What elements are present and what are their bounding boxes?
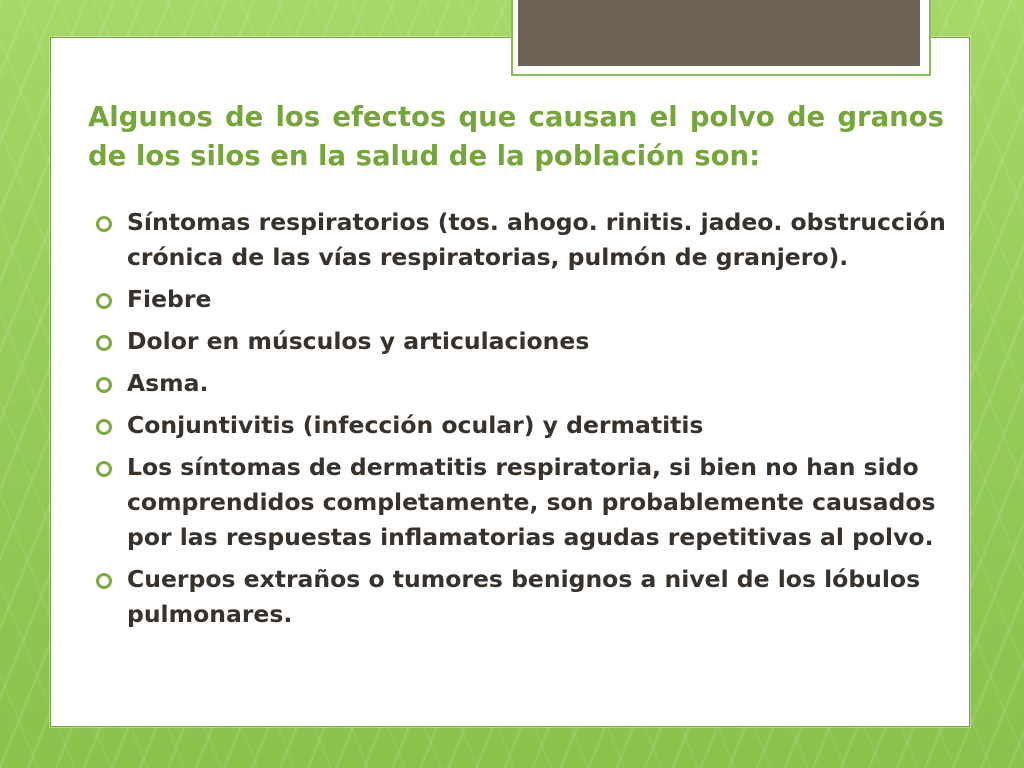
bullet-item <box>96 562 956 632</box>
bullet-text: Los síntomas de dermatitis respiratoria, si bien no han sido comprendidos completamente, son probablemente causados por las respuestas inflamatorias agudas repetitivas al polvo. <box>127 453 936 551</box>
bullet-item <box>96 205 956 275</box>
bullet-item <box>96 408 956 443</box>
bullet-item <box>96 282 956 317</box>
hollow-circle-bullet-icon <box>96 419 112 435</box>
bullet-text: Conjuntivitis (infección ocular) y dermatitis <box>127 411 704 439</box>
title-tab <box>518 0 920 66</box>
hollow-circle-bullet-icon <box>96 377 112 393</box>
hollow-circle-bullet-icon <box>96 461 112 477</box>
bullet-item <box>96 324 956 359</box>
slide-title: Algunos de los efectos que causan el polvo de granos de los silos en la salud de la población son: <box>88 101 944 172</box>
bullet-text: Dolor en músculos y articulaciones <box>127 327 590 355</box>
hollow-circle-bullet-icon <box>96 335 112 351</box>
bullet-text: Cuerpos extraños o tumores benignos a nivel de los lóbulos pulmonares. <box>127 565 921 628</box>
hollow-circle-bullet-icon <box>96 293 112 309</box>
bullet-text: Síntomas respiratorios (tos. ahogo. rinitis. jadeo. obstrucción crónica de las vías respiratorias, pulmón de granjero). <box>127 208 946 271</box>
bullet-list <box>96 205 956 639</box>
hollow-circle-bullet-icon <box>96 573 112 589</box>
bullet-item <box>96 450 956 555</box>
bullet-item <box>96 366 956 401</box>
hollow-circle-bullet-icon <box>96 216 112 232</box>
bullet-text: Fiebre <box>127 285 212 313</box>
bullet-text: Asma. <box>127 369 209 397</box>
